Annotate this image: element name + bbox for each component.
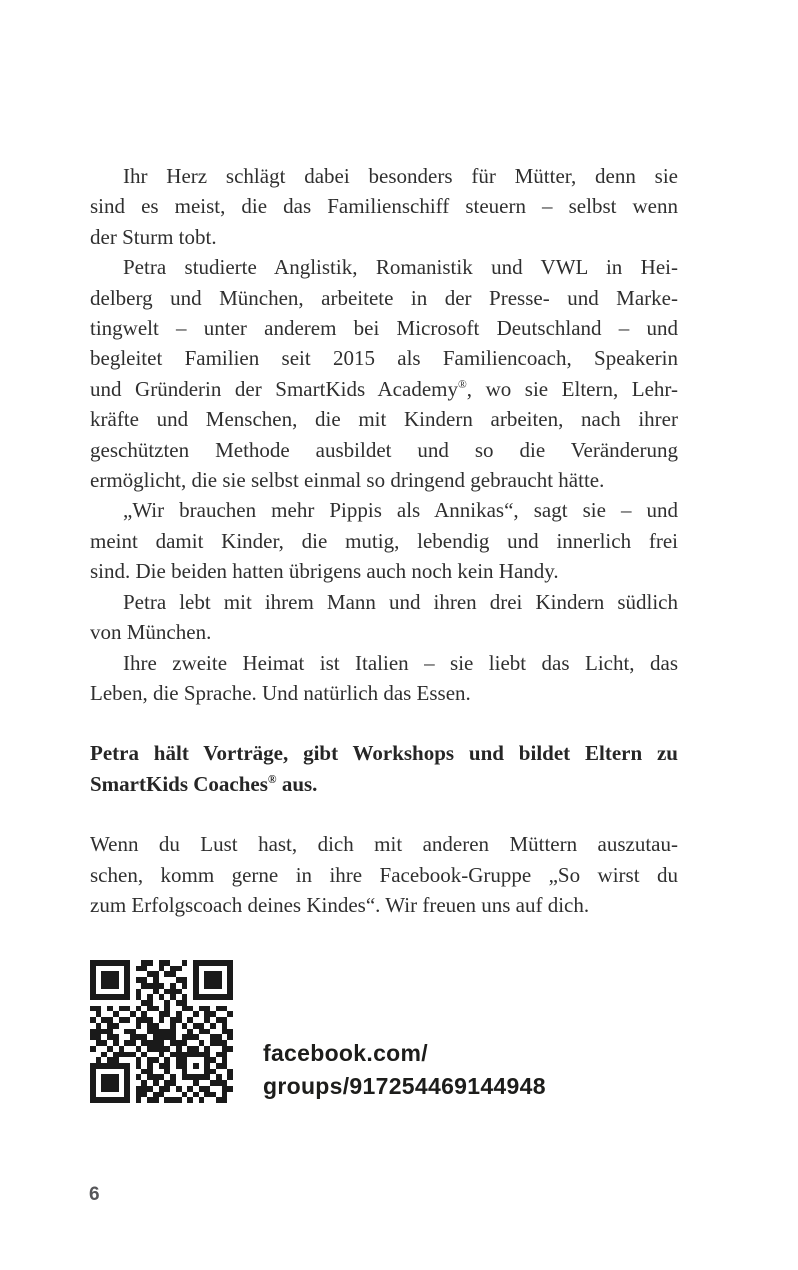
paragraph [90,829,678,920]
facebook-group-url [263,1037,546,1103]
text-line: Leben, die Sprache. Und natürlich das Essen. [90,680,471,705]
text-line: zum Erfolgscoach deines Kindes“. Wir freuen uns auf dich. [90,892,590,917]
page-number: 6 [89,1184,100,1205]
text-line: „Wir brauchen mehr Pippis als Annikas“, sagt sie – und [123,498,678,523]
text-line: Petra hält Vorträge, gibt Workshops und bildet Eltern zu [90,741,678,766]
qr-code [90,960,233,1103]
text-line: der Sturm tobt. [90,224,217,249]
paragraph [90,495,678,586]
body-text [90,161,678,920]
paragraph [90,648,678,709]
text-line: sind. Die beiden hatten übrigens auch noch kein Handy. [90,559,559,584]
text-line: Ihr Herz schlägt dabei besonders für Mütter, denn sie [123,164,678,188]
text-line: tingwelt – unter anderem bei Microsoft Deutschland – und [90,316,678,341]
text-line: SmartKids Coaches® aus. [90,771,318,796]
paragraph [90,738,678,799]
paragraph [90,161,678,252]
text-line: Ihre zweite Heimat ist Italien – sie liebt das Licht, das [123,650,678,675]
text-line: Petra lebt mit ihrem Mann und ihren drei Kindern südlich [123,589,678,614]
facebook-url-line2: groups/917254469144948 [263,1073,546,1099]
text-line: geschützten Methode ausbildet und so die Veränderung [90,437,678,462]
text-line: Petra studierte Anglistik, Romanistik und VWL in Hei- [123,255,678,280]
text-line: von München. [90,620,212,645]
text-line: begleitet Familien seit 2015 als Familiencoach, Speakerin [90,346,678,371]
qr-module [227,1097,233,1103]
paragraph [90,252,678,495]
facebook-group-section [90,960,546,1103]
text-line: kräfte und Menschen, die mit Kindern arbeiten, nach ihrer [90,407,678,432]
text-line: sind es meist, die das Familienschiff steuern – selbst wenn [90,194,678,219]
text-line: ermöglicht, die sie selbst einmal so dringend gebraucht hätte. [90,468,605,493]
text-line: meint damit Kinder, die mutig, lebendig und innerlich frei [90,528,678,553]
text-line: Wenn du Lust hast, dich mit anderen Müttern auszutau- [90,832,678,857]
paragraph [90,587,678,648]
text-line: und Gründerin der SmartKids Academy®, wo sie Eltern, Lehr- [90,376,678,401]
text-line: schen, komm gerne in ihre Facebook-Gruppe „So wirst du [90,862,678,887]
text-line: delberg und München, arbeitete in der Presse- und Marke- [90,285,678,310]
facebook-url-line1: facebook.com/ [263,1040,428,1066]
